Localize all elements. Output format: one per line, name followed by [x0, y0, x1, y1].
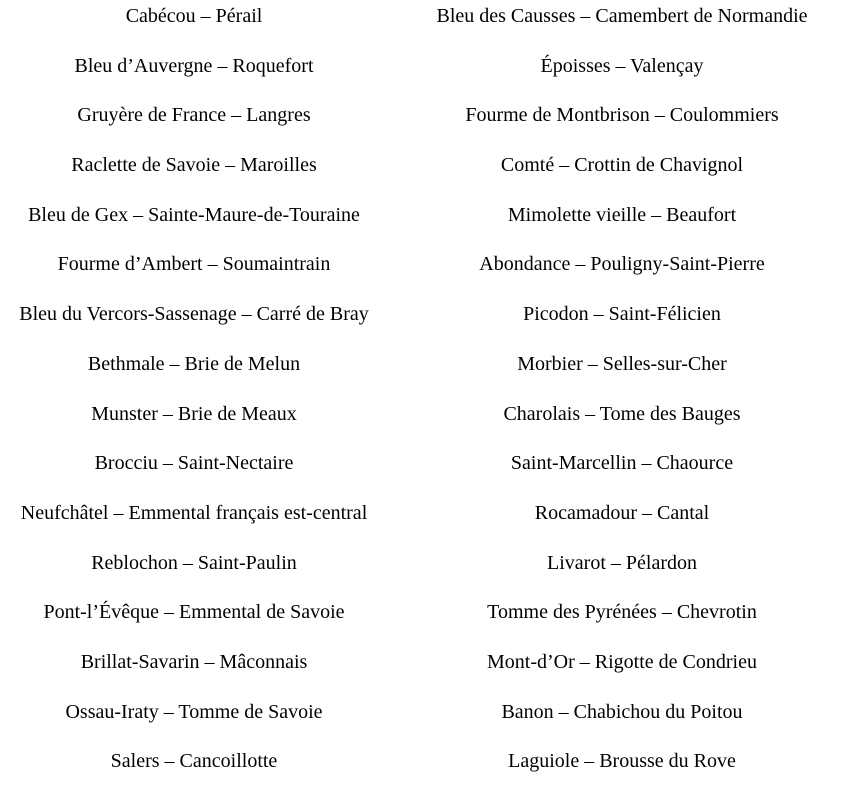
pair-right: Mont-d’Or – Rigotte de Condrieu: [487, 650, 757, 673]
pair-left: Cabécou – Pérail: [125, 5, 263, 27]
pair-left: Brocciu – Saint-Nectaire: [94, 452, 294, 475]
pair-left: Fourme d’Ambert – Soumaintrain: [57, 253, 331, 276]
pair-right: Saint-Marcellin – Chaource: [510, 452, 734, 475]
pair-left: Bleu du Vercors-Sassenage – Carré de Bray: [19, 303, 369, 326]
pair-left: Pont-l’Évêque – Emmental de Savoie: [43, 601, 345, 624]
pair-right: Laguiole – Brousse du Rove: [508, 750, 736, 773]
pair-right: Fourme de Montbrison – Coulommiers: [465, 104, 779, 127]
pair-right: Tomme des Pyrénées – Chevrotin: [487, 601, 757, 624]
pair-right: Rocamadour – Cantal: [534, 501, 710, 524]
pair-right: Époisses – Valençay: [540, 54, 704, 77]
pair-left: Salers – Cancoillotte: [110, 750, 278, 773]
pair-right: Morbier – Selles-sur-Cher: [517, 352, 727, 375]
pair-left: Munster – Brie de Meaux: [91, 402, 297, 425]
pair-right: Mimolette vieille – Beaufort: [507, 203, 737, 226]
pair-left: Brillat-Savarin – Mâconnais: [80, 650, 308, 673]
pair-left: Ossau-Iraty – Tomme de Savoie: [65, 700, 323, 723]
pair-left: Gruyère de France – Langres: [77, 104, 311, 127]
pair-right: Banon – Chabichou du Poitou: [501, 700, 743, 723]
pair-right: Abondance – Pouligny-Saint-Pierre: [479, 253, 765, 276]
pair-right: Bleu des Causses – Camembert de Normandie: [436, 5, 808, 27]
pair-right: Livarot – Pélardon: [547, 551, 697, 574]
pair-left: Neufchâtel – Emmental français est-central: [20, 501, 368, 524]
pair-right: Comté – Crottin de Chavignol: [500, 154, 744, 177]
pair-right: Charolais – Tome des Bauges: [503, 402, 741, 425]
pair-right: Picodon – Saint-Félicien: [523, 303, 721, 326]
pair-left: Raclette de Savoie – Maroilles: [71, 154, 317, 177]
pair-left: Bleu d’Auvergne – Roquefort: [74, 54, 314, 77]
pair-left: Bethmale – Brie de Melun: [87, 352, 301, 375]
pair-left: Bleu de Gex – Sainte-Maure-de-Touraine: [28, 203, 360, 226]
pair-left: Reblochon – Saint-Paulin: [91, 551, 297, 574]
